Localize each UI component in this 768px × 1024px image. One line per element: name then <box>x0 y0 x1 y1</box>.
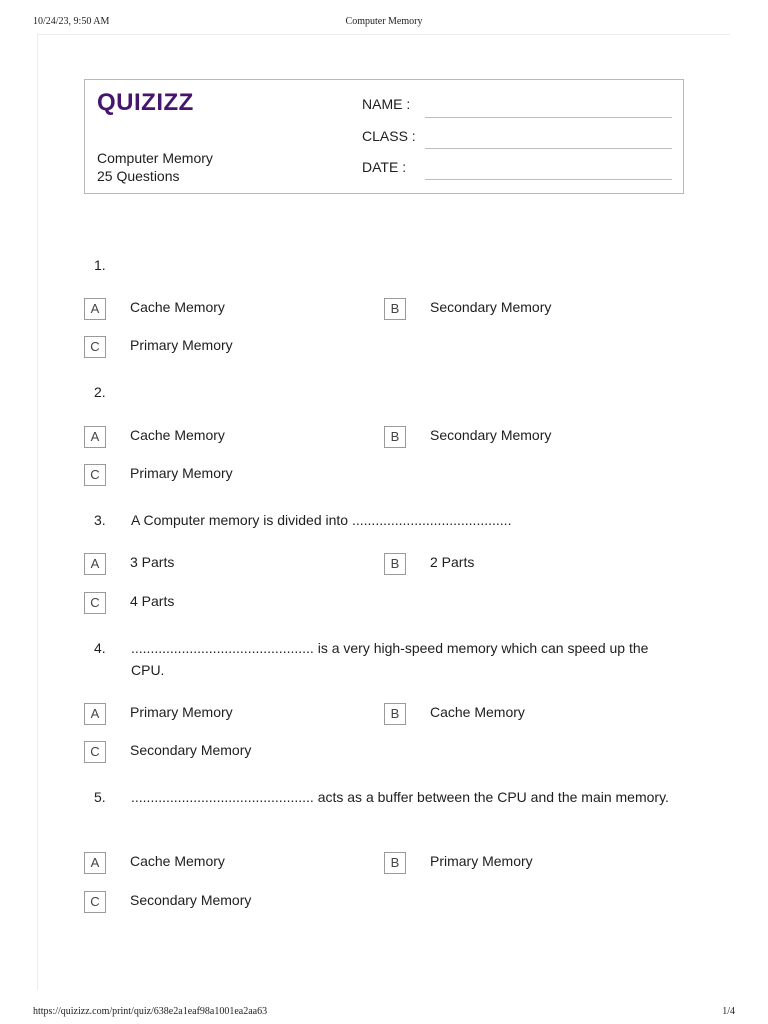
option-label: Cache Memory <box>130 299 225 315</box>
date-field[interactable] <box>425 179 672 180</box>
option-letter: B <box>384 553 406 575</box>
question-number: 5. <box>94 789 106 805</box>
question-text: ............................................... is a very high-speed memory which can speed up the CPU. <box>131 640 649 678</box>
class-field[interactable] <box>425 148 672 149</box>
option-letter: A <box>84 852 106 874</box>
option-label: 2 Parts <box>430 554 475 570</box>
option-label: Cache Memory <box>430 704 525 720</box>
print-date: 10/24/23, 9:50 AM <box>33 16 110 27</box>
option-letter: A <box>84 298 106 320</box>
option-label: Primary Memory <box>130 465 233 481</box>
option-label: Secondary Memory <box>130 892 252 908</box>
option-letter: B <box>384 298 406 320</box>
question-number: 1. <box>94 257 106 273</box>
option-letter: B <box>384 426 406 448</box>
option-letter: C <box>84 464 106 486</box>
option-label: Cache Memory <box>130 853 225 869</box>
quizizz-logo: QUIZIZZ <box>97 89 194 116</box>
option-label: Secondary Memory <box>130 742 252 758</box>
option-label: 4 Parts <box>130 593 175 609</box>
date-label: DATE : <box>362 159 407 175</box>
option-letter: C <box>84 336 106 358</box>
option-letter: A <box>84 426 106 448</box>
option-label: Primary Memory <box>130 337 233 353</box>
quiz-title: Computer Memory <box>97 150 213 166</box>
option-letter: B <box>384 852 406 874</box>
page-number: 1/4 <box>722 1006 735 1017</box>
page-left-rule <box>37 34 38 990</box>
question-count: 25 Questions <box>97 168 180 184</box>
question-number: 3. <box>94 512 106 528</box>
print-title: Computer Memory <box>345 16 423 27</box>
page-top-rule <box>37 34 730 35</box>
option-letter: A <box>84 553 106 575</box>
option-label: Primary Memory <box>430 853 533 869</box>
question-number: 2. <box>94 384 106 400</box>
quiz-header-box <box>84 79 684 194</box>
option-letter: A <box>84 703 106 725</box>
option-label: Primary Memory <box>130 704 233 720</box>
option-label: Secondary Memory <box>430 427 552 443</box>
option-label: 3 Parts <box>130 554 175 570</box>
option-letter: C <box>84 592 106 614</box>
question-text: A Computer memory is divided into ......................................... <box>131 512 512 528</box>
option-letter: C <box>84 891 106 913</box>
print-url: https://quizizz.com/print/quiz/638e2a1eaf98a1001ea2aa63 <box>33 1006 268 1017</box>
name-label: NAME : <box>362 96 411 112</box>
option-label: Cache Memory <box>130 427 225 443</box>
option-label: Secondary Memory <box>430 299 552 315</box>
class-label: CLASS : <box>362 128 416 144</box>
option-letter: B <box>384 703 406 725</box>
question-number: 4. <box>94 640 106 656</box>
name-field[interactable] <box>425 117 672 118</box>
option-letter: C <box>84 741 106 763</box>
question-text: ............................................... acts as a buffer between the CPU and the main memory. <box>131 789 669 805</box>
